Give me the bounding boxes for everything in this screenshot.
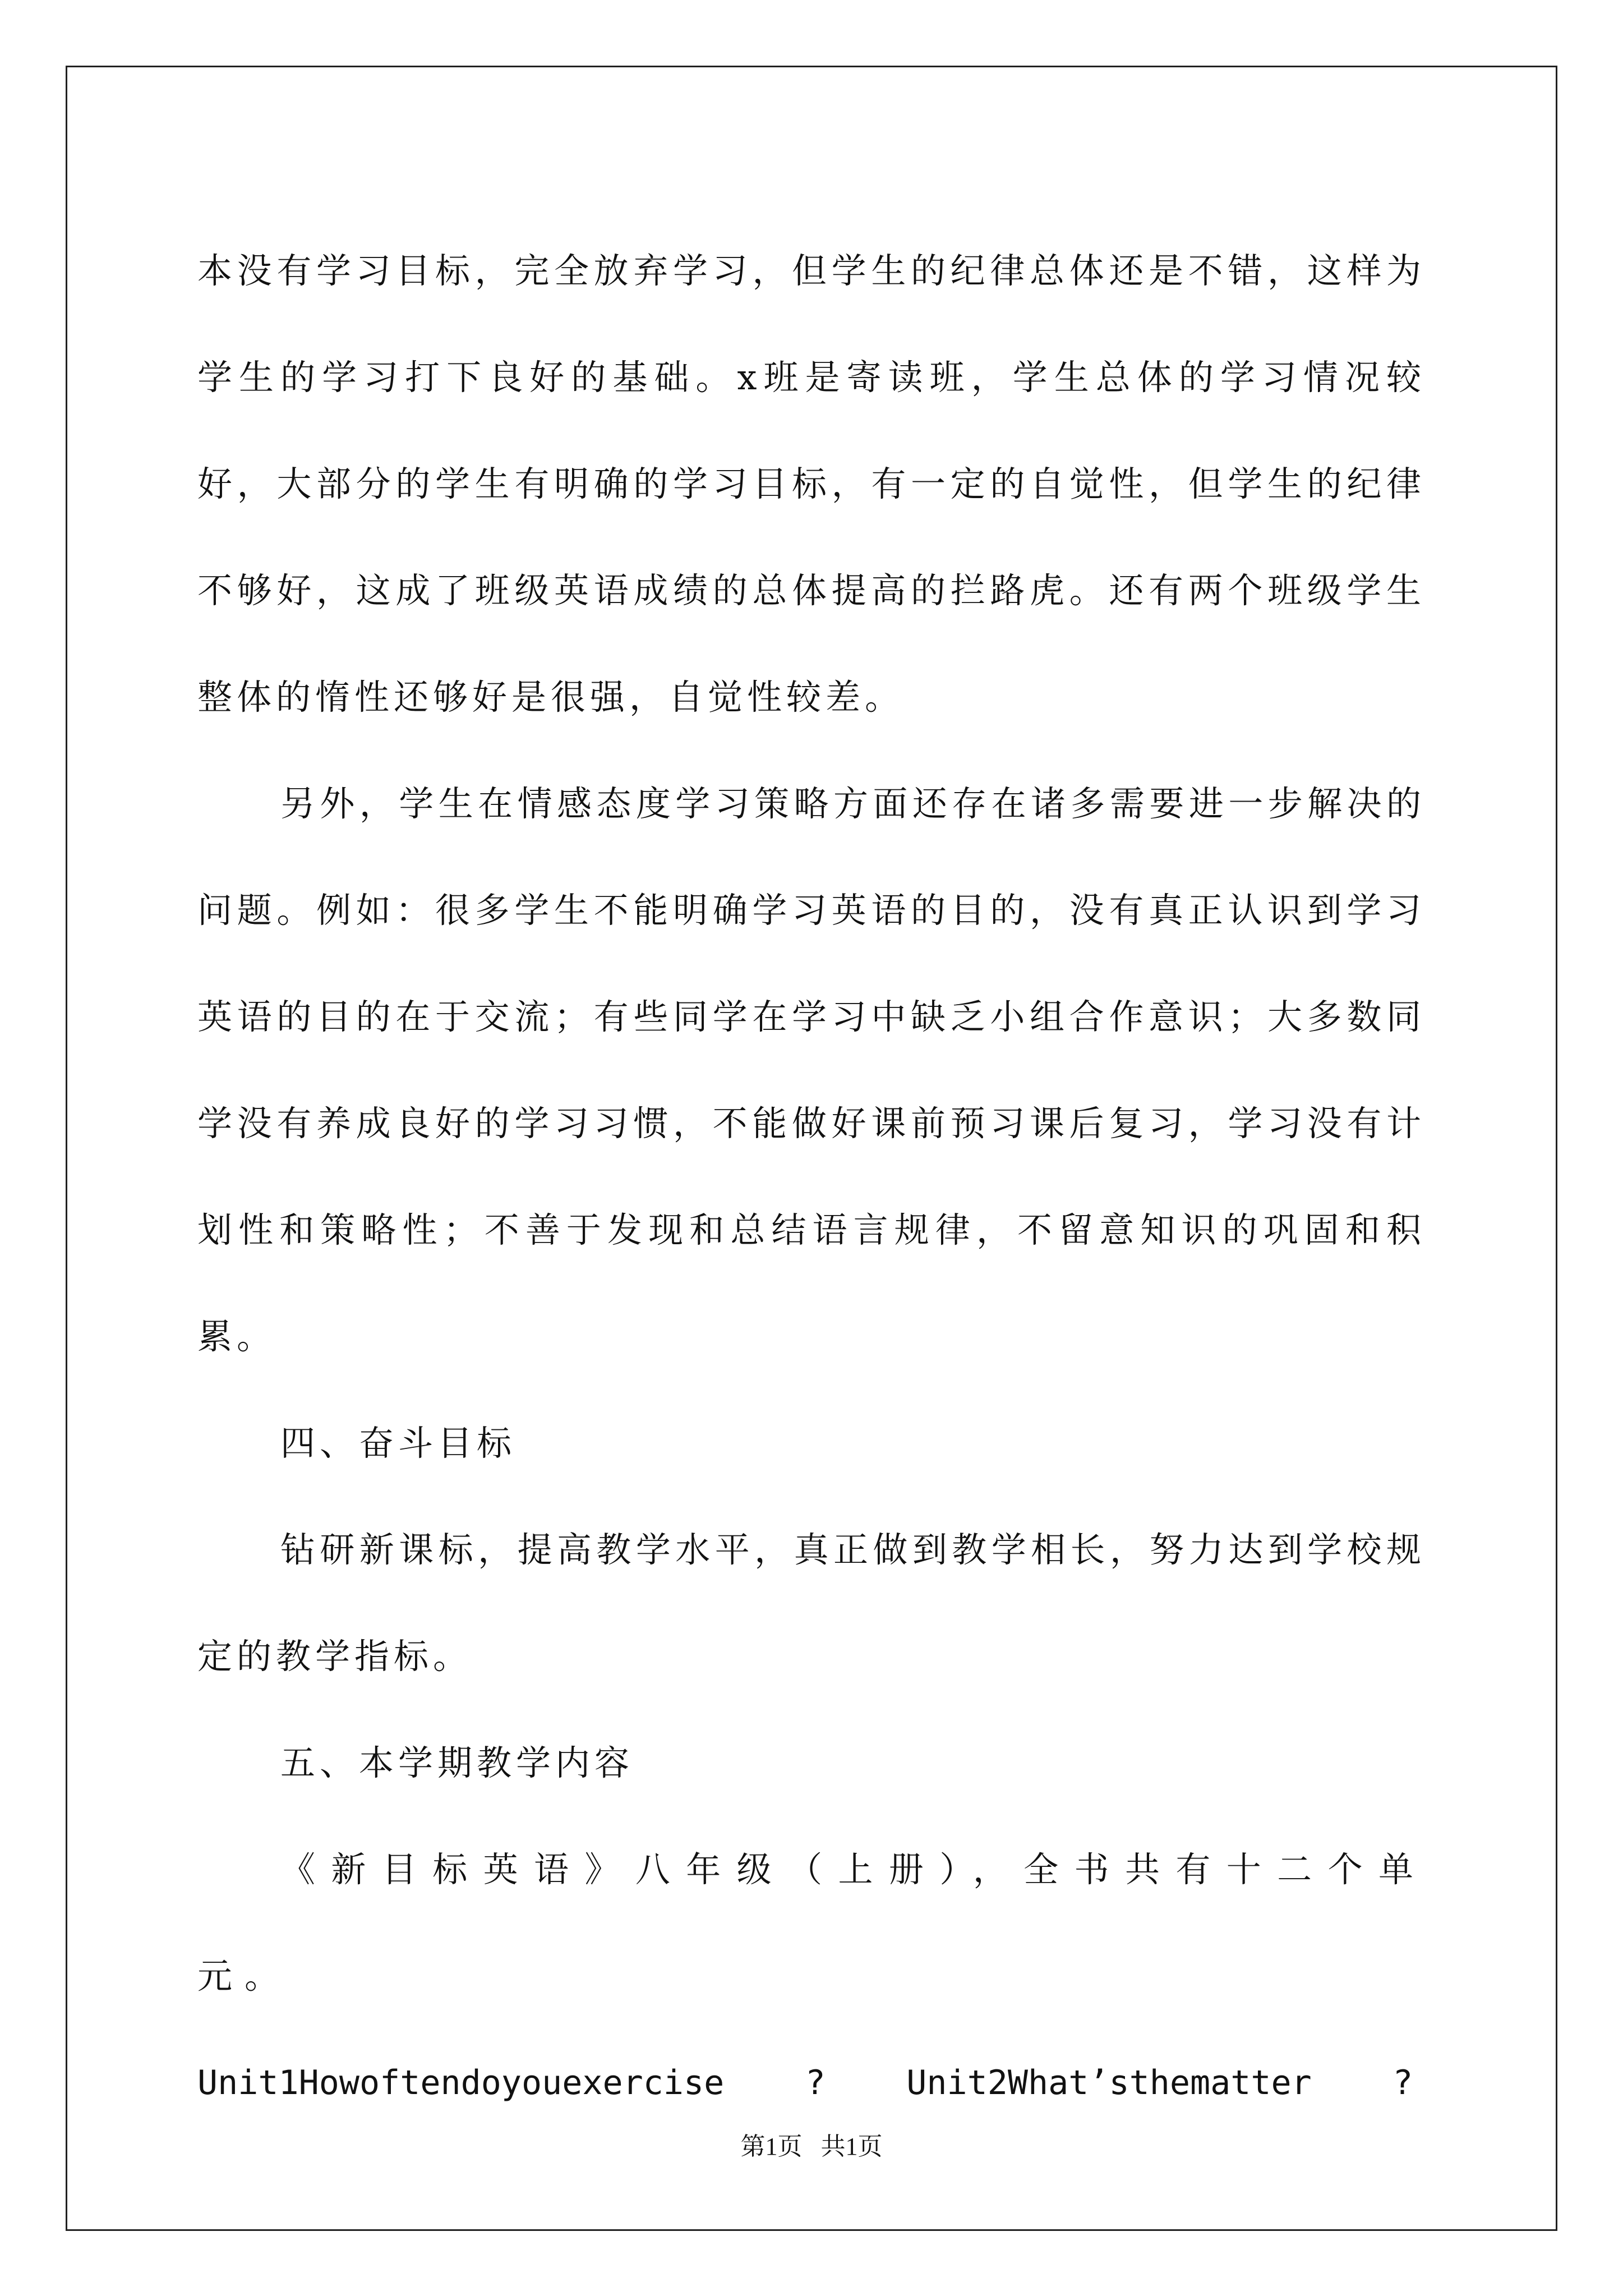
paragraph-textbook: 《新目标英语》八年级（上册），全书共有十二个单元。 <box>197 1849 1426 1996</box>
document-body <box>197 218 1426 2136</box>
paragraph-learning-problems: 另外，学生在情感态度学习策略方面还存在诸多需要进一步解决的问题。例如：很多学生不能明确学习英语的目的，没有真正认识到学习英语的目的在于交流；有些同学在学习中缺乏小组合作意识；大多数同学没有养成良好的学习习惯，不能做好课前预习课后复习，学习没有计划性和策略性；不善于发现和总结语言规律，不留意知识的巩固和积累。 <box>197 783 1426 1357</box>
paragraph-unit-list: Unit1Howoftendoyouexercise ? Unit2What’sthematter ? <box>197 2063 1413 2102</box>
page-footer: 第1页 共1页 <box>740 2133 883 2160</box>
section-heading-content: 五、本学期教学内容 <box>280 1742 634 1783</box>
paragraph-class-situation: 本没有学习目标，完全放弃学习，但学生的纪律总体还是不错，这样为学生的学习打下良好的基础。x班是寄读班，学生总体的学习情况较好，大部分的学生有明确的学习目标，有一定的自觉性，但学生的纪律不够好，这成了班级英语成绩的总体提高的拦路虎。还有两个班级学生整体的惰性还够好是很强，自觉性较差。 <box>197 250 1426 717</box>
section-heading-goals: 四、奋斗目标 <box>280 1423 517 1464</box>
paragraph-goals: 钻研新课标，提高教学水平，真正做到教学相长，努力达到学校规定的教学指标。 <box>197 1529 1426 1677</box>
